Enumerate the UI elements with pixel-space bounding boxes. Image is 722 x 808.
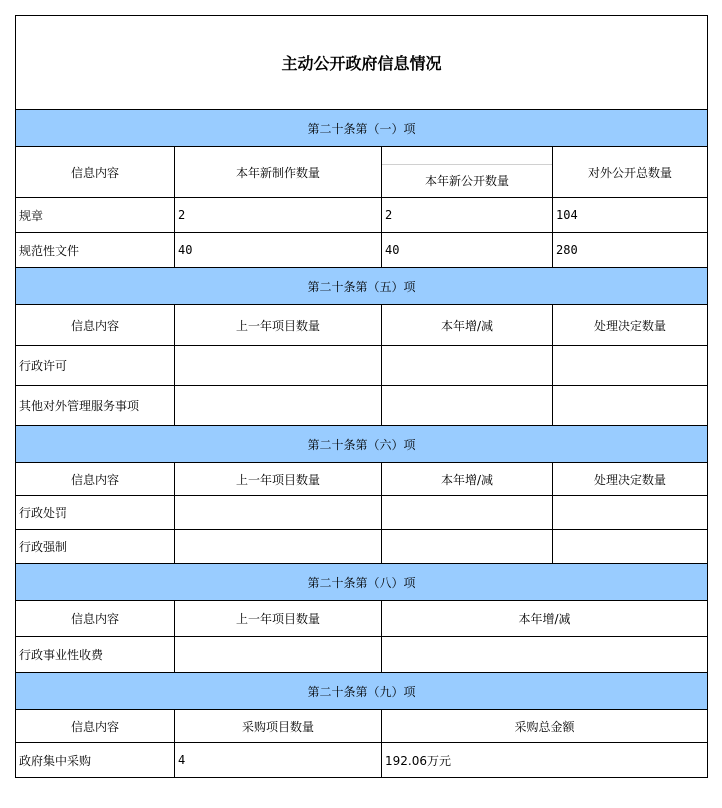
column-header: 处理决定数量 [553,305,708,346]
row-label: 规章 [16,198,175,233]
column-header: 信息内容 [16,710,175,743]
table-row [16,233,708,268]
cell-value [553,346,708,386]
row-label: 行政处罚 [16,496,175,530]
column-header: 上一年项目数量 [175,463,382,496]
column-header [382,147,553,198]
cell-value: 192.06万元 [382,743,708,778]
cell-value: 40 [382,233,553,268]
cell-value [382,496,553,530]
column-header: 信息内容 [16,463,175,496]
column-header: 对外公开总数量 [553,147,708,198]
cell-value: 2 [175,198,382,233]
cell-value [553,386,708,426]
section-heading: 第二十条第（九）项 [16,673,708,710]
row-label: 行政事业性收费 [16,637,175,673]
table-row [16,496,708,530]
cell-value [382,530,553,564]
cell-value [382,386,553,426]
table-row [16,386,708,426]
cell-value [175,386,382,426]
column-header: 信息内容 [16,147,175,198]
column-header: 本年增/减 [382,601,708,637]
table-row [16,743,708,778]
table-title: 主动公开政府信息情况 [16,16,708,110]
cell-value [382,637,708,673]
cell-value: 40 [175,233,382,268]
column-header: 采购总金额 [382,710,708,743]
column-header: 信息内容 [16,601,175,637]
row-label: 规范性文件 [16,233,175,268]
cell-value: 2 [382,198,553,233]
section-heading: 第二十条第（五）项 [16,268,708,305]
section-heading: 第二十条第（六）项 [16,426,708,463]
column-header: 本年增/减 [382,305,553,346]
column-header: 本年增/减 [382,463,553,496]
column-header: 采购项目数量 [175,710,382,743]
cell-value: 104 [553,198,708,233]
column-header: 处理决定数量 [553,463,708,496]
column-header-label: 本年新公开数量 [424,174,509,188]
row-label: 行政许可 [16,346,175,386]
disclosure-table [15,15,708,778]
column-header: 上一年项目数量 [175,601,382,637]
cell-value [553,530,708,564]
table-row [16,198,708,233]
row-label: 政府集中采购 [16,743,175,778]
cell-value [175,346,382,386]
cell-value [553,496,708,530]
cell-value [175,496,382,530]
cell-value: 280 [553,233,708,268]
section-heading: 第二十条第（一）项 [16,110,708,147]
row-label: 其他对外管理服务事项 [16,386,175,426]
table-row [16,637,708,673]
cell-value: 4 [175,743,382,778]
column-header: 信息内容 [16,305,175,346]
section-heading: 第二十条第（八）项 [16,564,708,601]
cell-value [175,530,382,564]
column-header: 上一年项目数量 [175,305,382,346]
cell-value [382,346,553,386]
row-label: 行政强制 [16,530,175,564]
table-row [16,346,708,386]
table-row [16,530,708,564]
cell-value [175,637,382,673]
column-header: 本年新制作数量 [175,147,382,198]
